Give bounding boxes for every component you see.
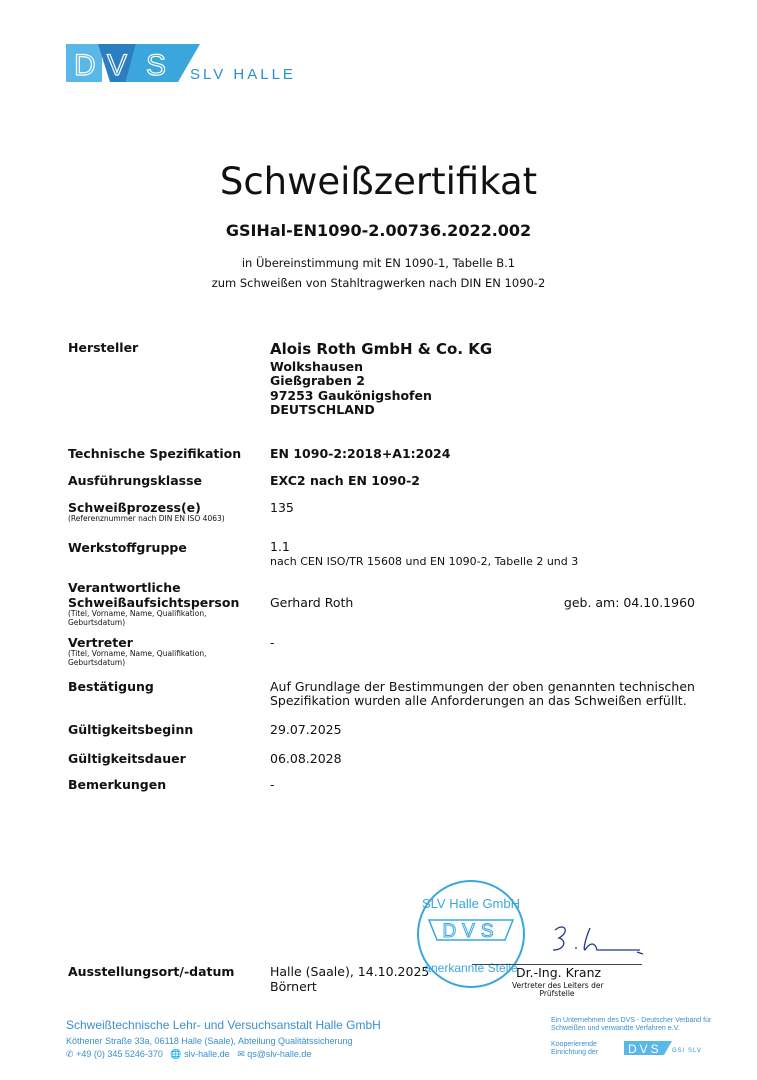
value-werkstoff: 1.1: [270, 539, 290, 554]
value-vertreter: -: [270, 635, 275, 650]
label-prozess: Schweißprozess(e): [68, 500, 201, 515]
signatory-role: Vertreter des Leiters der: [512, 981, 604, 990]
label-aufsicht-2: Schweißaufsichtsperson: [68, 595, 240, 610]
logo-subtitle: SLV HALLE: [190, 66, 296, 83]
signatory-name: Dr.-Ing. Kranz: [516, 965, 602, 980]
footer-email[interactable]: qs@slv-halle.de: [247, 1049, 312, 1059]
footer-right-2: Schweißen und verwandte Verfahren e.V.: [551, 1025, 680, 1032]
svg-text:V: V: [107, 49, 128, 82]
signatory-role-2: Prüfstelle: [539, 989, 575, 998]
dvs-logo: [66, 44, 200, 82]
svg-text:D: D: [74, 49, 96, 82]
note-aufsicht: Geburtsdatum): [68, 618, 126, 627]
signature: [545, 920, 645, 960]
label-werkstoff: Werkstoffgruppe: [68, 540, 187, 555]
footer-gsi: GSI SLV: [672, 1048, 702, 1054]
label-vertreter: Vertreter: [68, 635, 133, 650]
value-prozess: 135: [270, 500, 294, 515]
phone-icon: ✆: [66, 1049, 74, 1059]
mail-icon: ✉: [237, 1049, 245, 1059]
note-vertreter: Geburtsdatum): [68, 658, 126, 667]
value-ausstellung-2: Börnert: [270, 979, 317, 994]
address-line: DEUTSCHLAND: [270, 402, 375, 417]
label-ausstellung: Ausstellungsort/-datum: [68, 964, 235, 979]
svg-text:SLV Halle GmbH: SLV Halle GmbH: [421, 896, 521, 911]
globe-icon: 🌐: [170, 1049, 182, 1059]
footer-right: Ein Unternehmen des DVS - Deutscher Verband für: [551, 1017, 712, 1024]
svg-text:DVS: DVS: [442, 921, 500, 942]
official-stamp: [415, 878, 527, 990]
label-aufsicht: Verantwortliche: [68, 580, 181, 595]
footer-coop-2: Einrichtung der: [551, 1049, 599, 1056]
company-name: Alois Roth GmbH & Co. KG: [270, 340, 493, 358]
note-prozess: (Referenznummer nach DIN EN ISO 4063): [68, 514, 225, 523]
footer-phone: +49 (0) 345 5246-370: [76, 1049, 163, 1059]
value-bestaetigung: Auf Grundlage der Bestimmungen der oben genannten technischen: [270, 679, 695, 694]
svg-text:anerkannte Stelle: anerkannte Stelle: [424, 961, 518, 975]
footer-coop: Kooperierende: [551, 1041, 597, 1048]
intro-line: in Übereinstimmung mit EN 1090-1, Tabelle B.1: [241, 256, 516, 270]
footer-address: Köthener Straße 33a, 06118 Halle (Saale), Abteilung Qualitätssicherung: [66, 1036, 353, 1046]
label-hersteller: Hersteller: [68, 340, 139, 355]
value-bemerkungen: -: [270, 777, 275, 792]
value-beginn: 29.07.2025: [270, 722, 342, 737]
certificate-number: GSIHal-EN1090-2.00736.2022.002: [225, 221, 532, 240]
address-line: Gießgraben 2: [270, 373, 365, 388]
label-bemerkungen: Bemerkungen: [68, 777, 167, 792]
dvs-gsi-logo: [624, 1041, 672, 1055]
address-line: 97253 Gaukönigshofen: [270, 388, 432, 403]
value-birthdate: geb. am: 04.10.1960: [563, 595, 695, 610]
value-klasse: EXC2 nach EN 1090-2: [270, 473, 420, 488]
label-dauer: Gültigkeitsdauer: [68, 751, 186, 766]
value-werkstoff-note: nach CEN ISO/TR 15608 und EN 1090-2, Tabelle 2 und 3: [270, 555, 579, 568]
value-dauer: 06.08.2028: [270, 751, 342, 766]
label-bestaetigung: Bestätigung: [68, 679, 154, 694]
label-spezifikation: Technische Spezifikation: [68, 446, 242, 461]
footer-org: Schweißtechnische Lehr- und Versuchsanstalt Halle GmbH: [66, 1018, 381, 1032]
note-aufsicht: (Titel, Vorname, Name, Qualifikation,: [68, 609, 207, 618]
footer-contact: [66, 1049, 311, 1060]
label-klasse: Ausführungsklasse: [68, 473, 202, 488]
value-aufsicht: Gerhard Roth: [270, 595, 354, 610]
value-ausstellung: Halle (Saale), 14.10.2025: [270, 964, 430, 979]
svg-text:S: S: [146, 49, 167, 82]
address-line: Wolkshausen: [270, 359, 364, 374]
footer-web[interactable]: slv-halle.de: [184, 1049, 230, 1059]
intro-line: zum Schweißen von Stahltragwerken nach DIN EN 1090-2: [211, 276, 546, 290]
page-title: Schweißzertifikat: [219, 160, 538, 203]
label-beginn: Gültigkeitsbeginn: [68, 722, 194, 737]
svg-text:DVS: DVS: [628, 1042, 662, 1055]
value-bestaetigung-2: Spezifikation wurden alle Anforderungen an das Schweißen erfüllt.: [270, 693, 687, 708]
note-vertreter: (Titel, Vorname, Name, Qualifikation,: [68, 649, 207, 658]
value-spezifikation: EN 1090-2:2018+A1:2024: [270, 446, 451, 461]
